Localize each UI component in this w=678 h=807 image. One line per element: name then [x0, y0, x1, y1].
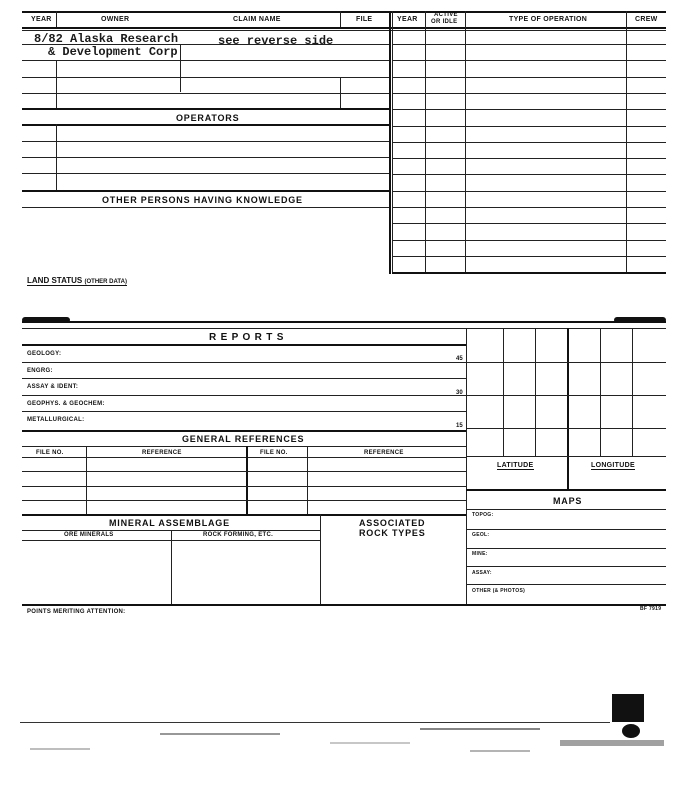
land-status-text: LAND STATUS: [27, 276, 83, 285]
header-owner: OWNER: [101, 16, 130, 23]
map-topog: TOPOG:: [472, 512, 494, 518]
ore-minerals-label: ORE MINERALS: [64, 532, 114, 538]
report-engrg: ENGRG:: [27, 368, 53, 374]
report-assay: ASSAY & IDENT:: [27, 384, 79, 390]
grid-number-30: 30: [456, 390, 463, 396]
mineral-assemblage-heading: MINERAL ASSEMBLAGE: [109, 518, 230, 528]
map-assay: ASSAY:: [472, 570, 492, 576]
land-status-label: [27, 276, 127, 286]
associated-rock-types-l2: ROCK TYPES: [359, 528, 426, 538]
operators-heading: OPERATORS: [176, 113, 240, 123]
map-geol: GEOL:: [472, 532, 490, 538]
latitude-label: LATITUDE: [497, 462, 534, 469]
form-number: BF 7919: [640, 606, 662, 612]
report-metallurgical: METALLURGICAL:: [27, 417, 85, 423]
header-year-2: YEAR: [397, 16, 418, 23]
longitude-label: LONGITUDE: [591, 462, 635, 469]
land-status-sub: (OTHER DATA): [84, 279, 127, 285]
header-active-line2: OR IDLE: [431, 19, 458, 25]
ref-reference-2: REFERENCE: [364, 450, 404, 456]
grid-number-45: 45: [456, 356, 463, 362]
ref-file-no-2: FILE NO.: [260, 450, 288, 456]
header-crew: CREW: [635, 16, 658, 23]
ref-reference: REFERENCE: [142, 450, 182, 456]
grid-number-15: 15: [456, 423, 463, 429]
report-geophys: GEOPHYS. & GEOCHEM:: [27, 401, 105, 407]
rock-forming-label: ROCK FORMING, ETC.: [203, 532, 274, 538]
maps-heading: MAPS: [553, 496, 583, 506]
reports-heading: R E P O R T S: [209, 332, 285, 343]
entry-owner-line2: & Development Corp: [48, 45, 178, 59]
entry-claim-name: see reverse side: [218, 34, 334, 48]
header-file: FILE: [356, 16, 373, 23]
header-claim-name: CLAIM NAME: [233, 16, 281, 23]
map-other: OTHER (& PHOTOS): [472, 588, 526, 594]
points-meriting-attention: POINTS MERITING ATTENTION:: [27, 609, 126, 615]
map-mine: MINE:: [472, 551, 488, 557]
header-type-of-operation: TYPE OF OPERATION: [509, 16, 588, 23]
ref-file-no: FILE NO.: [36, 450, 64, 456]
general-references-heading: GENERAL REFERENCES: [182, 434, 305, 444]
report-geology: GEOLOGY:: [27, 351, 62, 357]
associated-rock-types-l1: ASSOCIATED: [359, 518, 426, 528]
header-active-line1: ACTIVE: [434, 12, 458, 18]
entry-owner-line1: 8/82 Alaska Research: [34, 32, 179, 46]
other-persons-heading: OTHER PERSONS HAVING KNOWLEDGE: [102, 195, 303, 205]
header-year: YEAR: [31, 16, 52, 23]
